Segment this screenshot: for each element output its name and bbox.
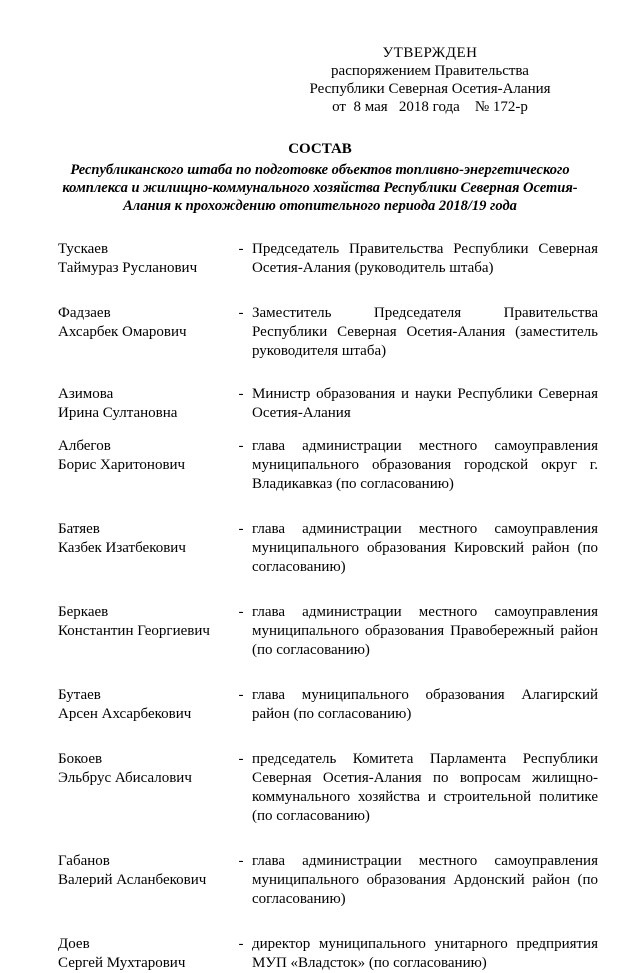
member-given-names: Борис Харитонович — [58, 457, 186, 473]
member-name — [58, 935, 230, 973]
document-heading — [40, 140, 600, 215]
approval-republic: Республики Северная Осетия-Алания — [309, 81, 551, 97]
member-given-names: Ирина Султановна — [58, 405, 178, 421]
document-subtitle: Республиканского штаба по подготовке объектов топливно-энергетического комплекса и жилищно-коммунального хозяйства Республики Северная Осетия-Алания к прохождению отопительного периода 2018/19 года — [62, 162, 578, 214]
member-entry — [58, 935, 598, 973]
member-role: Председатель Правительства Республики Северная Осетия-Алания (руководитель штаба) — [252, 241, 598, 276]
separator-dash: - — [238, 438, 244, 454]
member-surname: Беркаев — [58, 604, 109, 620]
member-name — [58, 385, 230, 423]
member-given-names: Арсен Ахсарбекович — [58, 706, 192, 722]
member-entry — [58, 686, 598, 724]
member-given-names: Эльбрус Абисалович — [58, 770, 192, 786]
separator-dash: - — [238, 604, 244, 620]
member-role: председатель Комитета Парламента Республики Северная Осетия-Алания по вопросам жилищно-коммунального хозяйства и строительной политике (по согласованию) — [252, 751, 598, 824]
member-given-names: Константин Георгиевич — [58, 623, 210, 639]
member-entry — [58, 520, 598, 577]
member-name — [58, 750, 230, 788]
member-name — [58, 603, 230, 641]
member-role: Министр образования и науки Республики Северная Осетия-Алания — [252, 386, 598, 421]
member-surname: Доев — [58, 936, 90, 952]
separator-dash: - — [238, 751, 244, 767]
separator-dash: - — [238, 386, 244, 402]
member-entry — [58, 603, 598, 660]
member-name — [58, 686, 230, 724]
members-list — [58, 240, 598, 973]
member-surname: Батяев — [58, 521, 100, 537]
member-role: глава администрации местного самоуправления муниципального образования городской округ г. Владикавказ (по согласованию) — [252, 438, 598, 492]
member-entry — [58, 750, 598, 826]
member-entry — [58, 852, 598, 909]
separator-dash: - — [238, 936, 244, 952]
member-surname: Азимова — [58, 386, 114, 402]
member-given-names: Сергей Мухтарович — [58, 955, 186, 971]
member-role: директор муниципального унитарного предприятия МУП «Владсток» (по согласованию) — [252, 936, 598, 971]
member-name — [58, 240, 230, 278]
member-entry — [58, 385, 598, 423]
document-title: СОСТАВ — [288, 141, 352, 157]
approval-authority: распоряжением Правительства — [331, 63, 529, 79]
approval-block — [300, 44, 560, 116]
separator-dash: - — [238, 521, 244, 537]
separator-dash: - — [238, 305, 244, 321]
member-surname: Албегов — [58, 438, 111, 454]
separator-dash: - — [238, 853, 244, 869]
member-name — [58, 437, 230, 475]
member-role: глава администрации местного самоуправления муниципального образования Кировский район (по согласованию) — [252, 521, 598, 575]
separator-dash: - — [238, 687, 244, 703]
member-role: глава администрации местного самоуправления муниципального образования Ардонский район (по согласованию) — [252, 853, 598, 907]
member-given-names: Таймураз Русланович — [58, 260, 198, 276]
member-surname: Фадзаев — [58, 305, 111, 321]
member-entry — [58, 240, 598, 278]
member-role: Заместитель Председателя Правительства Республики Северная Осетия-Алания (заместитель руководителя штаба) — [252, 305, 598, 359]
member-surname: Тускаев — [58, 241, 109, 257]
member-role: глава администрации местного самоуправления муниципального образования Правобережный район (по согласованию) — [252, 604, 598, 658]
approval-word: УТВЕРЖДЕН — [382, 45, 478, 61]
member-name — [58, 520, 230, 558]
member-role: глава муниципального образования Алагирский район (по согласованию) — [252, 687, 598, 722]
member-surname: Бутаев — [58, 687, 101, 703]
approval-date-number: от 8 мая 2018 года № 172-р — [332, 99, 528, 115]
member-entry — [58, 304, 598, 361]
member-given-names: Казбек Изатбекович — [58, 540, 186, 556]
separator-dash: - — [238, 241, 244, 257]
member-name — [58, 304, 230, 342]
member-surname: Габанов — [58, 853, 110, 869]
member-given-names: Ахсарбек Омарович — [58, 324, 187, 340]
member-surname: Бокоев — [58, 751, 103, 767]
member-name — [58, 852, 230, 890]
member-given-names: Валерий Асланбекович — [58, 872, 207, 888]
member-entry — [58, 437, 598, 494]
